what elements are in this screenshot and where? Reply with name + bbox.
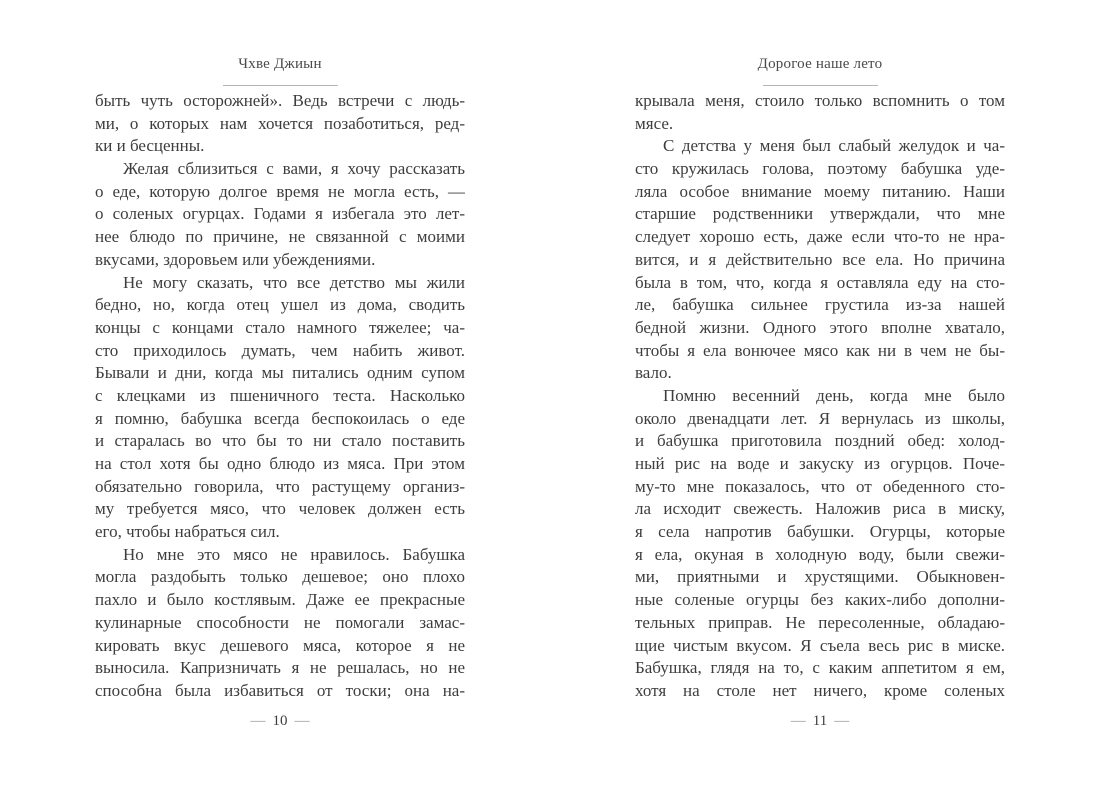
text-line: о соленых огурцах. Годами я избегала это лет- — [95, 204, 465, 224]
text-line: его, чтобы набраться сил. — [95, 522, 280, 542]
text-line: я села напротив бабушки. Огурцы, которые — [635, 522, 1005, 542]
text-line: и старалась во что бы то ни стало поставить — [95, 431, 465, 451]
text-line: вкусами, здоровьем или убеждениями. — [95, 249, 376, 269]
text-line: концы с концами стало намного тяжелее; ча- — [95, 317, 465, 337]
folio-dash: — — [250, 712, 266, 729]
text-line: кулинарные способности не помогали замас- — [95, 612, 465, 632]
text-line: му-то мне показалось, что от обеденного сто- — [635, 476, 1005, 496]
text-line: щие чистым вкусом. Я съела весь рис в миске. — [635, 635, 1005, 655]
text-line: вало. — [635, 363, 672, 383]
text-line: ляла особое внимание моему питанию. Наши — [635, 181, 1005, 201]
running-head-author: Чхве Джиын — [238, 56, 322, 72]
text-line: хотя на столе нет ничего, кроме соленых — [635, 680, 1005, 700]
text-line: о еде, которую долгое время не могла есть, — — [95, 181, 465, 201]
text-line: была в том, что, когда я оставляла еду на сто- — [635, 272, 1005, 292]
running-head-title: Дорогое наше лето — [757, 56, 883, 72]
text-line: бедной жизни. Одного этого вполне хватало, — [635, 317, 1005, 337]
text-line: ми, приятными и хрустящими. Обыкновен- — [635, 567, 1005, 587]
folio-number: 11 — [812, 712, 828, 729]
text-line: следует хорошо есть, даже если что-то не нра- — [635, 227, 1005, 247]
text-line: обязательно говорила, что растущему организ- — [95, 476, 465, 496]
page-number — [635, 713, 1005, 730]
text-line: Но мне это мясо не нравилось. Бабушка — [123, 544, 465, 564]
text-line: С детства у меня был слабый желудок и ча- — [663, 136, 1005, 156]
text-line: бедно, но, когда отец ушел из дома, сводить — [95, 295, 465, 315]
running-head-rule — [223, 85, 338, 86]
text-line: мясе. — [635, 113, 674, 133]
text-line: на стол хотя бы одно блюдо из мяса. При этом — [95, 454, 465, 473]
page-number — [95, 713, 465, 730]
text-line: тельных приправ. Не пересоленные, обладаю- — [635, 612, 1005, 632]
running-head-rule — [763, 85, 878, 86]
text-line: я помню, бабушка всегда беспокоилась о еде — [95, 408, 465, 428]
left-page — [95, 55, 465, 730]
text-line: Бабушка, глядя на то, с каким аппетитом я ем, — [635, 658, 1005, 678]
text-line: старшие родственники утверждали, что мне — [635, 204, 1005, 224]
text-line: му требуется мясо, что человек должен есть — [95, 499, 465, 519]
text-line: ный рис на воде и закуску из огурцов. Поче- — [635, 454, 1005, 473]
text-line: Не могу сказать, что все детство мы жили — [123, 272, 465, 292]
text-line: ла исходит свежесть. Наложив риса в миску, — [635, 499, 1005, 519]
page-body-text — [635, 90, 1005, 703]
text-line: чтобы я ела вонючее мясо как ни в чем не бы- — [635, 340, 1005, 360]
page-body-text — [95, 90, 465, 703]
text-line: пахло и было костлявым. Даже ее прекрасные — [95, 590, 465, 610]
text-line: и бабушка приготовила поздний обед: холод- — [635, 431, 1005, 451]
text-line: ми, о которых нам хочется позаботиться, ред- — [95, 113, 465, 133]
text-line: могла раздобыть только дешевое; оно плохо — [95, 567, 465, 587]
text-line: быть чуть осторожней». Ведь встречи с людь- — [95, 91, 465, 110]
text-line: Помню весенний день, когда мне было — [663, 385, 1005, 405]
text-line: Желая сблизиться с вами, я хочу рассказать — [123, 159, 465, 179]
text-line: способна была избавиться от тоски; она на- — [95, 680, 465, 700]
text-line: крывала меня, стоило только вспомнить о том — [635, 91, 1005, 110]
folio-dash: — — [790, 712, 806, 729]
text-line: выносила. Капризничать я не решалась, но не — [95, 658, 465, 678]
text-line: сто приходилось думать, чем набить живот. — [95, 340, 465, 360]
text-line: ки и бесценны. — [95, 136, 205, 156]
text-line: я ела, окуная в холодную воду, были свежи- — [635, 544, 1005, 564]
text-line: кировать вкус дешевого мяса, которое я не — [95, 635, 465, 655]
right-page — [635, 55, 1005, 730]
text-line: сто кружилась голова, поэтому бабушка уде- — [635, 159, 1005, 179]
text-line: около двенадцати лет. Я вернулась из школы, — [635, 408, 1005, 428]
folio-dash: — — [294, 712, 310, 729]
text-line: вится, и я действительно все ела. Но причина — [635, 249, 1005, 269]
text-line: нее блюдо по причине, не связанной с моими — [95, 227, 465, 247]
text-line: ные соленые огурцы без каких-либо дополни- — [635, 590, 1005, 610]
text-line: Бывали и дни, когда мы питались одним супом — [95, 363, 465, 383]
text-line: с клецками из пшеничного теста. Насколько — [95, 385, 465, 405]
text-line: ле, бабушка сильнее грустила из-за нашей — [635, 295, 1005, 315]
folio-number: 10 — [272, 712, 288, 729]
folio-dash: — — [834, 712, 850, 729]
